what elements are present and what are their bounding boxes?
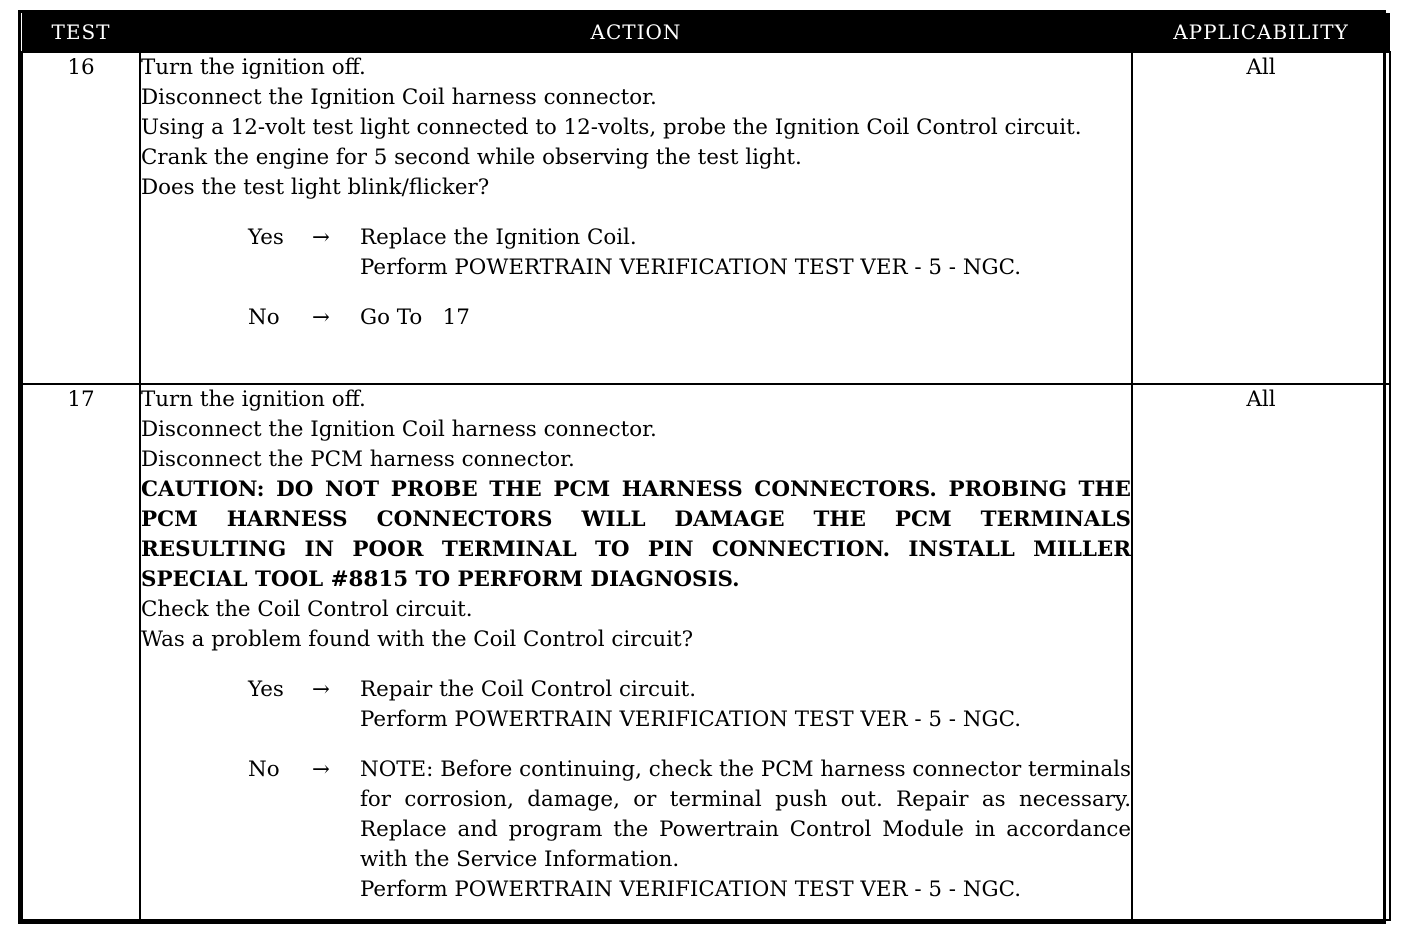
no-label: No — [248, 757, 280, 782]
no-result — [360, 303, 1131, 333]
action-step: Using a 12-volt test light connected to 12-volts, probe the Ignition Coil Control circuit. — [141, 115, 1082, 140]
answer-no — [141, 755, 1131, 905]
table-row-test-16 — [22, 52, 1390, 384]
action-step: Disconnect the Ignition Coil harness connector. — [141, 85, 657, 110]
result-line: Repair the Coil Control circuit. — [360, 677, 697, 702]
yes-label: Yes — [248, 677, 284, 702]
arrow-right-icon: → — [312, 225, 330, 250]
action-step: Crank the engine for 5 second while observing the test light. — [141, 145, 802, 170]
caution-warning: CAUTION: DO NOT PROBE THE PCM HARNESS CONNECTORS. PROBING THE PCM HARNESS CONNECTORS WILL DAMAGE THE PCM TERMINALS RESULTING IN POOR TERMINAL TO PIN CONNECTION. INSTALL MILLER SPECIAL TOOL #8815 TO PERFORM DIAGNOSIS. — [141, 477, 1131, 592]
action-step: Turn the ignition off. — [141, 387, 366, 412]
no-label: No — [248, 305, 280, 330]
header-applicability: APPLICABILITY — [1132, 13, 1390, 52]
answer-yes — [141, 675, 1131, 735]
action-step: Was a problem found with the Coil Control circuit? — [141, 627, 694, 652]
header-test: TEST — [22, 13, 140, 52]
answer-yes — [141, 223, 1131, 283]
table-row-test-17 — [22, 384, 1390, 920]
arrow-right-icon: → — [312, 757, 330, 782]
applicability-value: All — [1132, 384, 1390, 920]
result-line: Replace the Ignition Coil. — [360, 225, 637, 250]
result-line: Perform POWERTRAIN VERIFICATION TEST VER - 5 - NGC. — [360, 707, 1022, 732]
yes-label: Yes — [248, 225, 284, 250]
yes-result — [360, 675, 1131, 735]
arrow-right-icon: → — [312, 305, 330, 330]
action-step: Does the test light blink/flicker? — [141, 175, 490, 200]
header-action: ACTION — [140, 13, 1132, 52]
action-step: Check the Coil Control circuit. — [141, 597, 473, 622]
result-line: Perform POWERTRAIN VERIFICATION TEST VER - 5 - NGC. — [360, 877, 1022, 902]
action-cell — [140, 52, 1132, 384]
action-step: Disconnect the Ignition Coil harness connector. — [141, 417, 657, 442]
action-step: Turn the ignition off. — [141, 55, 366, 80]
result-line: Perform POWERTRAIN VERIFICATION TEST VER - 5 - NGC. — [360, 255, 1022, 280]
test-number: 16 — [22, 52, 140, 384]
result-line: Go To 17 — [360, 305, 470, 330]
result-note: NOTE: Before continuing, check the PCM harness connector terminals for corrosion, damage, or terminal push out. Repair as necessary. Replace and program the Powertrain Control Module in accordance with the Service Information. — [360, 757, 1131, 872]
no-result — [360, 755, 1131, 905]
table-header-row — [22, 13, 1390, 52]
diagnostic-table — [21, 13, 1391, 921]
yes-result — [360, 223, 1131, 283]
action-cell — [140, 384, 1132, 920]
answer-no — [141, 303, 1131, 333]
applicability-value: All — [1132, 52, 1390, 384]
action-step: Disconnect the PCM harness connector. — [141, 447, 575, 472]
test-number: 17 — [22, 384, 140, 920]
diagnostic-table-sheet — [18, 10, 1386, 924]
arrow-right-icon: → — [312, 677, 330, 702]
